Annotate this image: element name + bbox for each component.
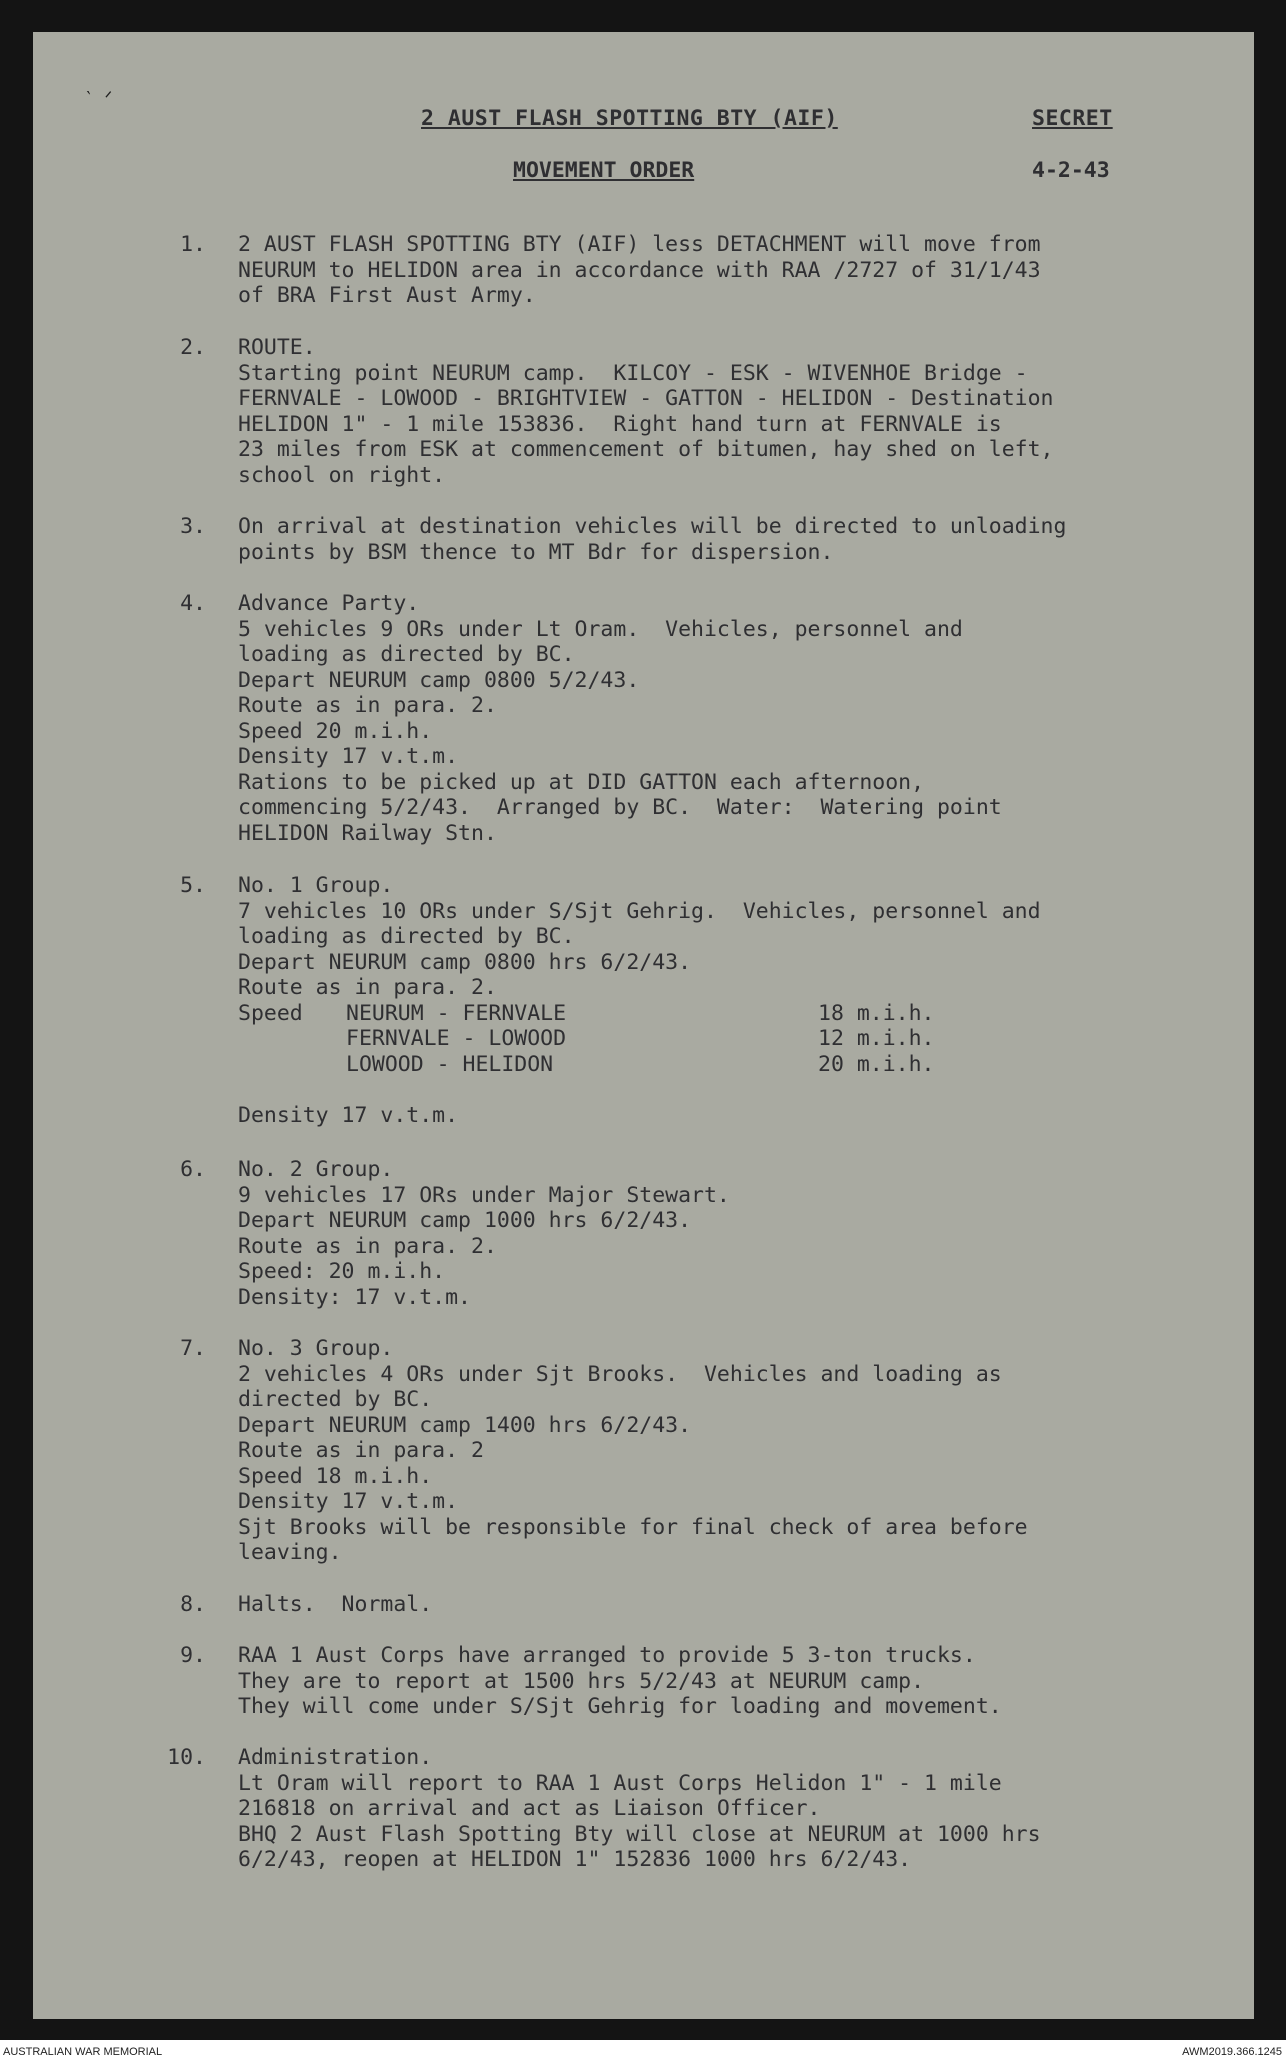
paragraph-number: 2. (180, 335, 206, 360)
paragraph-line: Speed 18 m.i.h. (238, 1463, 433, 1489)
paragraph-body (238, 1745, 1238, 1873)
paragraph-number: 10. (167, 1745, 206, 1770)
spacer (238, 1077, 1238, 1103)
paragraph-number: 8. (180, 1592, 206, 1617)
paragraph-line: Halts. Normal. (238, 1592, 433, 1617)
paragraph-line: No. 2 Group. (238, 1157, 394, 1182)
paragraph-line: Route as in para. 2 (238, 1438, 484, 1463)
paragraph-line: No. 1 Group. (238, 873, 394, 898)
document-page (33, 32, 1254, 2019)
document-date: 4-2-43 (1032, 158, 1110, 183)
paragraph-number: 1. (180, 232, 206, 257)
paragraph-line: HELIDON 1" - 1 mile 153836. Right hand turn at FERNVALE is (238, 411, 1002, 437)
speed-route: LOWOOD - HELIDON (346, 1051, 554, 1077)
speed-table-row (238, 1001, 1238, 1027)
paragraph-line: Speed: 20 m.i.h. (238, 1259, 446, 1284)
paragraph-line: BHQ 2 Aust Flash Spotting Bty will close at NEURUM at 1000 hrs (238, 1821, 1041, 1847)
paragraph-line: On arrival at destination vehicles will be directed to unloading (238, 514, 1067, 539)
paragraph-line: HELIDON Railway Stn. (238, 820, 497, 846)
paragraph-line: Speed 20 m.i.h. (238, 718, 433, 744)
paragraph-line: loading as directed by BC. (238, 924, 575, 949)
paragraph-number: 7. (180, 1336, 206, 1361)
ink-mark: ‵ ᐟ (83, 88, 113, 109)
paragraph-line: Administration. (238, 1745, 433, 1770)
paragraph-number: 6. (180, 1157, 206, 1182)
speed-label: Speed (238, 1000, 303, 1026)
paragraph-line: Starting point NEURUM camp. KILCOY - ESK - WIVENHOE Bridge - (238, 360, 1028, 386)
paragraph-line: FERNVALE - LOWOOD - BRIGHTVIEW - GATTON - HELIDON - Destination (238, 386, 1054, 411)
paragraph-line: commencing 5/2/43. Arranged by BC. Water: Watering point (238, 795, 1002, 820)
paragraph-line: school on right. (238, 462, 446, 488)
paragraph-line: ROUTE. (238, 335, 316, 360)
speed-table-row (238, 1052, 1238, 1078)
speed-value: 12 m.i.h. (818, 1026, 935, 1051)
paragraph-body (238, 1643, 1238, 1720)
paragraph-line: Density 17 v.t.m. (238, 744, 459, 769)
paragraph-body (238, 1592, 1238, 1618)
paragraph-line: Density 17 v.t.m. (238, 1102, 459, 1128)
paragraph-line: Rations to be picked up at DID GATTON each afternoon, (238, 769, 925, 795)
paragraph-line: Depart NEURUM camp 1000 hrs 6/2/43. (238, 1208, 692, 1233)
paragraph-body (238, 1336, 1238, 1566)
speed-value: 20 m.i.h. (818, 1051, 935, 1077)
paragraph-line: 2 vehicles 4 ORs under Sjt Brooks. Vehicles and loading as (238, 1361, 1002, 1387)
footer-catalogue-id: AWM2019.366.1245 (1182, 2046, 1282, 2058)
paragraph-line: 5 vehicles 9 ORs under Lt Oram. Vehicles, personnel and (238, 616, 963, 642)
paragraph-line: Advance Party. (238, 591, 420, 616)
paragraph-body (238, 873, 1238, 1128)
paragraph-body (238, 591, 1238, 846)
paragraph-body (238, 514, 1238, 565)
paragraph-line: Route as in para. 2. (238, 693, 497, 718)
paragraph-line: They will come under S/Sjt Gehrig for loading and movement. (238, 1694, 1002, 1719)
speed-route: FERNVALE - LOWOOD (346, 1026, 567, 1051)
paragraph-body (238, 232, 1238, 309)
paragraph-number: 4. (180, 591, 206, 616)
paragraph-line: Sjt Brooks will be responsible for final check of area before (238, 1514, 1028, 1540)
paragraph-line: Density 17 v.t.m. (238, 1489, 459, 1514)
paragraph-body (238, 335, 1238, 488)
paragraph-line: Route as in para. 2. (238, 1233, 497, 1259)
speed-route: NEURUM - FERNVALE (346, 1000, 567, 1026)
paragraph-line: Depart NEURUM camp 0800 hrs 6/2/43. (238, 949, 692, 975)
paragraph-number: 3. (180, 514, 206, 539)
paragraph-line: 23 miles from ESK at commencement of bitumen, hay shed on left, (238, 437, 1054, 462)
document-subtitle: MOVEMENT ORDER (513, 158, 695, 183)
footer-credit: AUSTRALIAN WAR MEMORIAL (3, 2046, 163, 2058)
paragraph-line: points by BSM thence to MT Bdr for dispersion. (238, 539, 834, 565)
classification-label: SECRET (1032, 106, 1113, 131)
paragraph-line: Density: 17 v.t.m. (238, 1284, 471, 1310)
paragraph-line: 9 vehicles 17 ORs under Major Stewart. (238, 1182, 730, 1208)
paragraph-line: Lt Oram will report to RAA 1 Aust Corps Helidon 1" - 1 mile (238, 1770, 1002, 1796)
paragraph-line: No. 3 Group. (238, 1336, 394, 1361)
paragraph-line: 7 vehicles 10 ORs under S/Sjt Gehrig. Vehicles, personnel and (238, 898, 1041, 924)
paragraph-line: of BRA First Aust Army. (238, 283, 536, 308)
paragraph-line: Route as in para. 2. (238, 975, 497, 1000)
paragraph-line: directed by BC. (238, 1387, 433, 1412)
paragraph-line: RAA 1 Aust Corps have arranged to provide 5 3-ton trucks. (238, 1643, 976, 1668)
speed-table-row (238, 1026, 1238, 1052)
paragraph-line: Depart NEURUM camp 1400 hrs 6/2/43. (238, 1412, 692, 1438)
paragraph-line: 216818 on arrival and act as Liaison Officer. (238, 1796, 821, 1821)
paragraph-line: loading as directed by BC. (238, 642, 575, 667)
speed-value: 18 m.i.h. (818, 1000, 935, 1026)
paragraph-line: Depart NEURUM camp 0800 5/2/43. (238, 667, 640, 693)
paragraph-line: leaving. (238, 1540, 342, 1565)
paragraph-line: They are to report at 1500 hrs 5/2/43 at NEURUM camp. (238, 1668, 925, 1694)
paragraph-line: 6/2/43, reopen at HELIDON 1" 152836 1000 hrs 6/2/43. (238, 1847, 912, 1872)
paragraph-number: 9. (180, 1643, 206, 1668)
paragraph-line: NEURUM to HELIDON area in accordance with RAA /2727 of 31/1/43 (238, 257, 1041, 283)
paragraph-body (238, 1157, 1238, 1310)
paragraph-line: 2 AUST FLASH SPOTTING BTY (AIF) less DETACHMENT will move from (238, 232, 1041, 257)
document-title: 2 AUST FLASH SPOTTING BTY (AIF) (421, 106, 838, 131)
paragraph-number: 5. (180, 873, 206, 898)
